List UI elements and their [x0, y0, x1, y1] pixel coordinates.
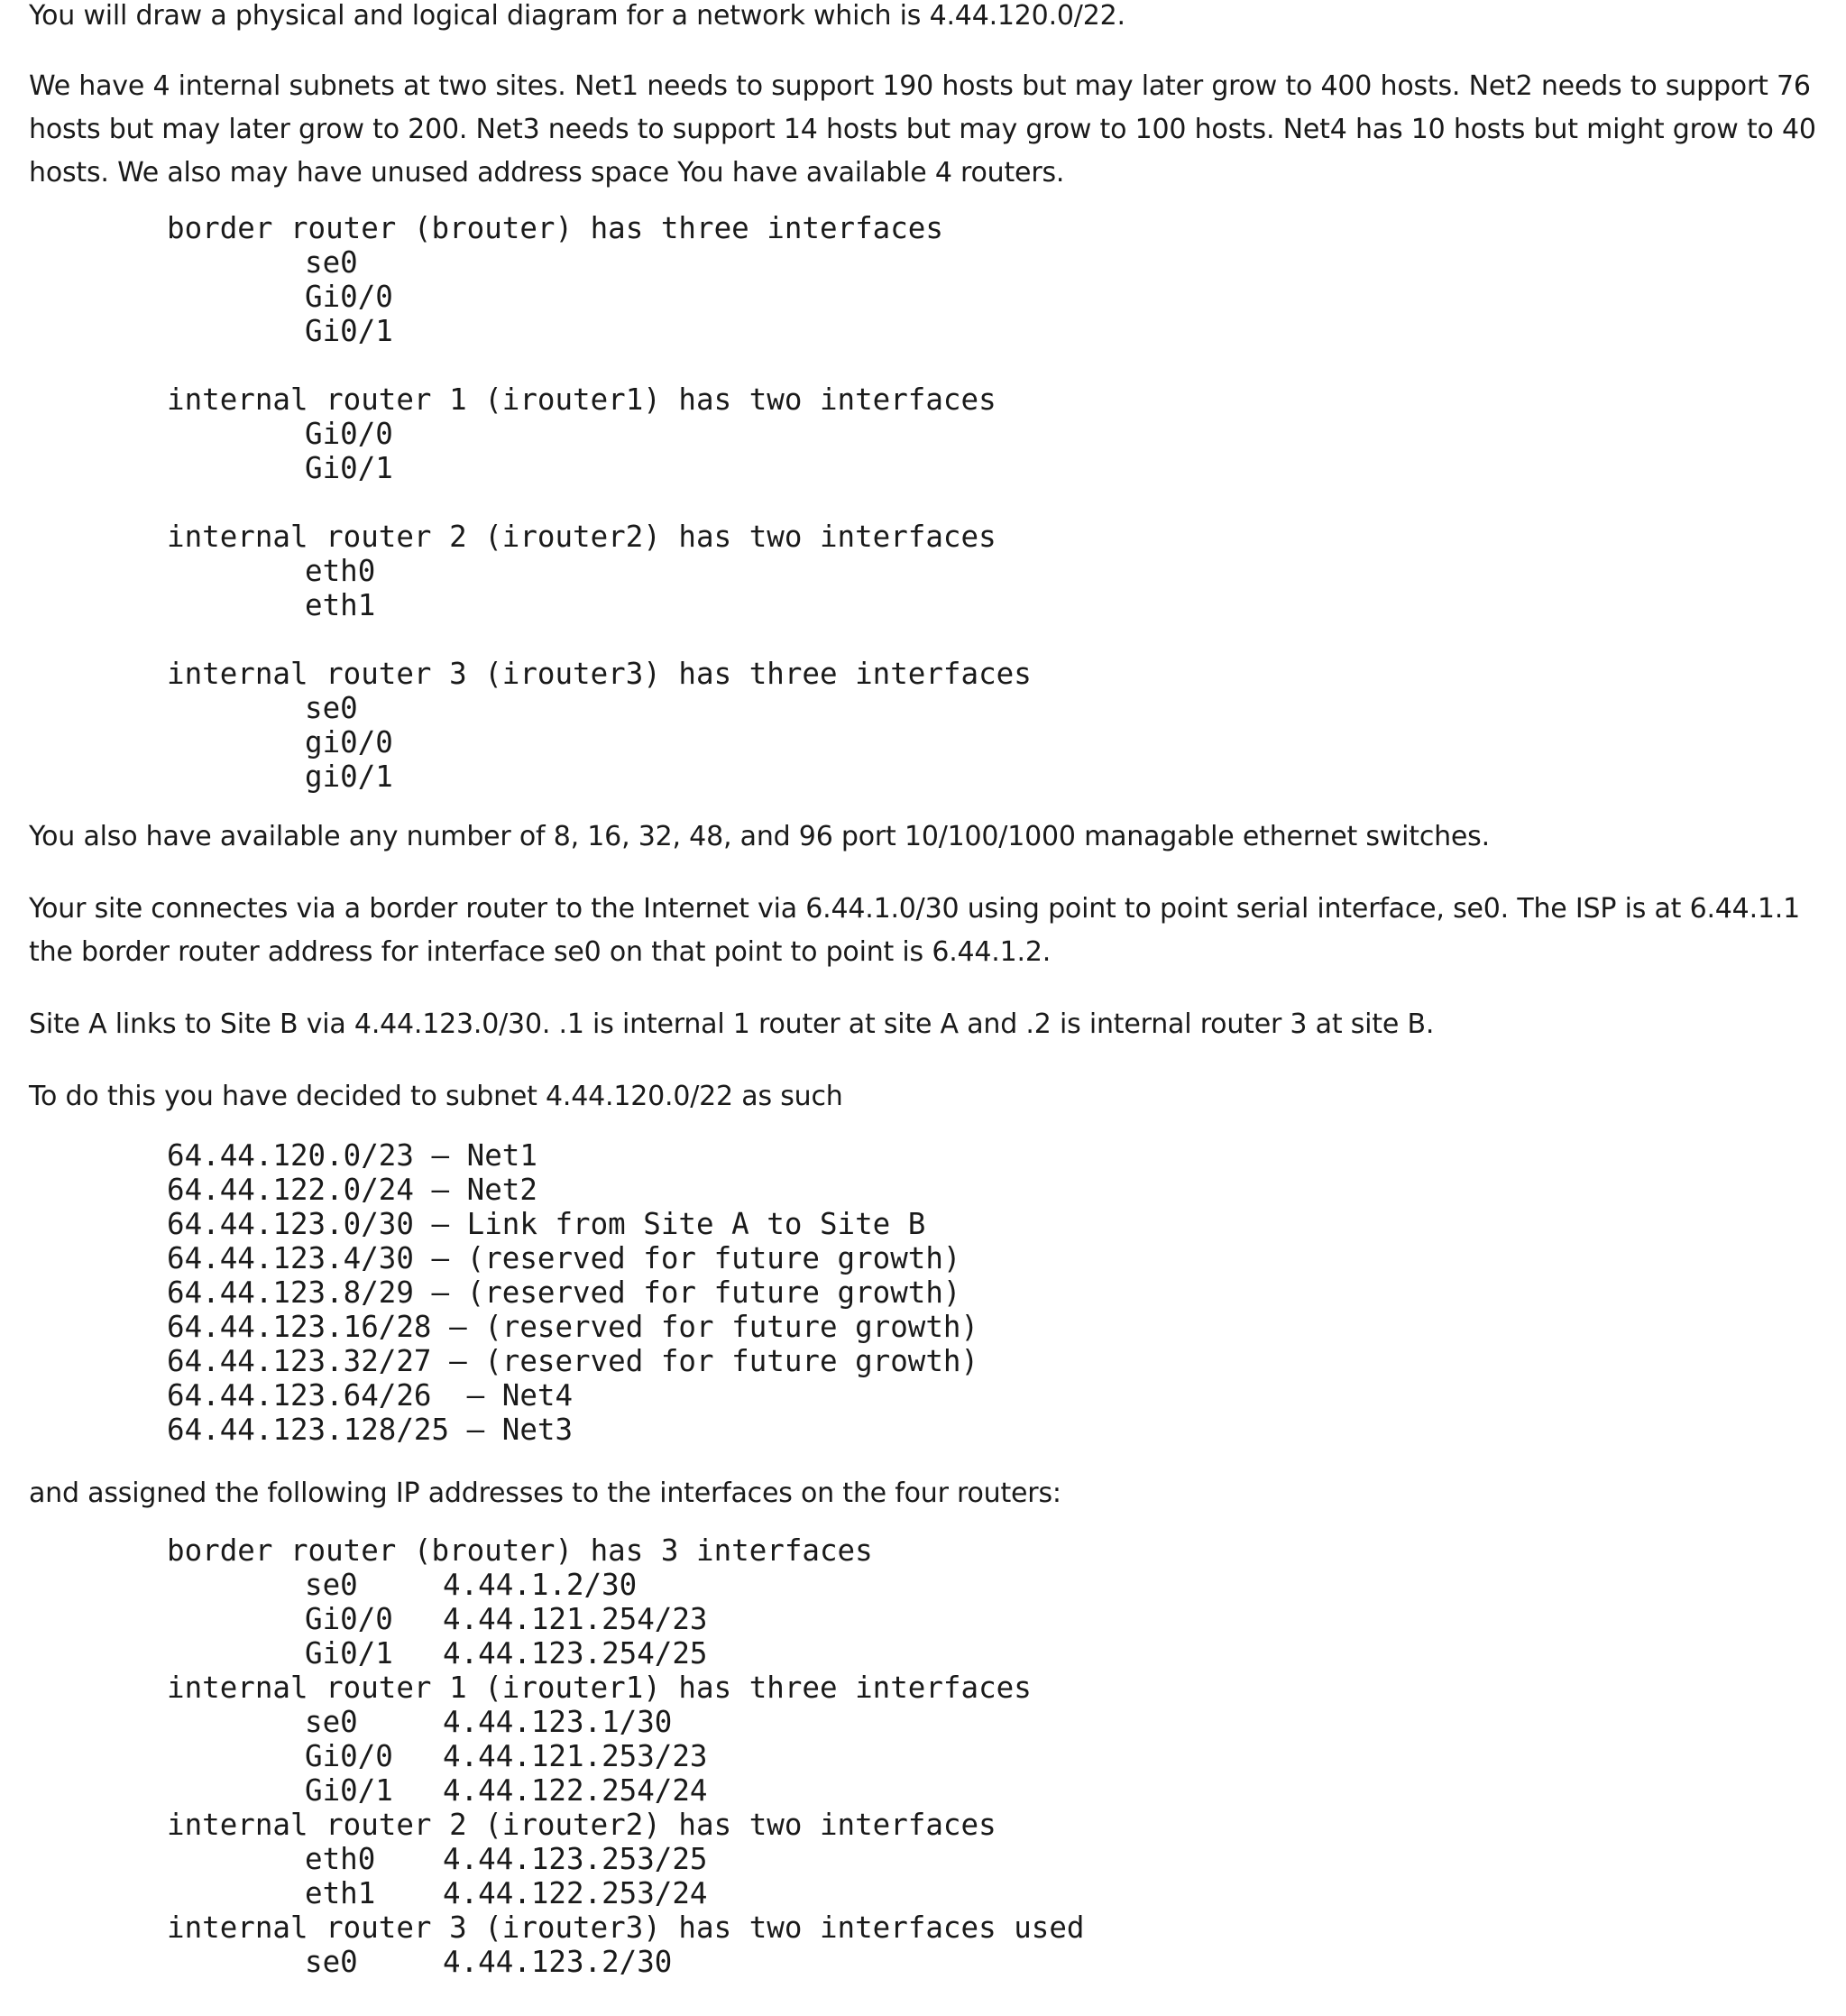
subnet-line: 64.44.123.128/25 – Net3 — [167, 1413, 574, 1447]
interface-name: se0 — [305, 1945, 358, 1979]
subnet-line: 64.44.123.0/30 – Link from Site A to Site B — [167, 1207, 926, 1241]
subnet-line: 64.44.123.32/27 – (reserved for future growth) — [167, 1344, 979, 1378]
interface-assignment — [167, 1636, 1823, 1671]
router-title: border router (brouter) has 3 interfaces — [167, 1533, 873, 1568]
interface-address: 4.44.121.253/23 — [443, 1739, 708, 1773]
switches-paragraph: You also have available any number of 8, 16, 32, 48, and 96 port 10/100/1000 managable ethernet switches. — [29, 821, 1490, 852]
interface-address: 4.44.123.2/30 — [443, 1945, 673, 1979]
interface-assignment — [167, 1773, 1823, 1808]
intro-paragraph: You will draw a physical and logical diagram for a network which is 4.44.120.0/22. — [29, 0, 1125, 32]
subnet-line: 64.44.120.0/23 – Net1 — [167, 1138, 537, 1173]
interface-address: 4.44.1.2/30 — [443, 1568, 638, 1602]
interface-assignment — [167, 1568, 1823, 1602]
interface-assignment — [167, 1602, 1823, 1636]
document — [29, 0, 1823, 1979]
router-title: internal router 3 (irouter3) has two interfaces used — [167, 1910, 1085, 1945]
router-title: border router (brouter) has three interfaces — [167, 211, 943, 245]
subnet-line: 64.44.123.4/30 – (reserved for future growth) — [167, 1241, 961, 1275]
interface-name: gi0/1 — [305, 759, 393, 794]
assign-intro-paragraph: and assigned the following IP addresses to the interfaces on the four routers: — [29, 1477, 1061, 1509]
subnet-plan-block — [29, 1138, 1823, 1447]
router-title: internal router 1 (irouter1) has two interfaces — [167, 382, 996, 417]
subnet-line: 64.44.123.64/26 – Net4 — [167, 1378, 574, 1413]
interface-name: se0 — [305, 1705, 358, 1739]
subnet-line: 64.44.122.0/24 – Net2 — [167, 1173, 537, 1207]
router-title: internal router 3 (irouter3) has three interfaces — [167, 657, 1032, 691]
isp-paragraph: Your site connectes via a border router to the Internet via 6.44.1.0/30 using point to point serial interface, se0. The ISP is at 6.44.1.1 the border router address for interface se0 on that point to point is 6.44.1.2. — [29, 893, 1801, 968]
interface-assignment — [167, 1876, 1823, 1910]
subnet-line: 64.44.123.8/29 – (reserved for future growth) — [167, 1275, 961, 1310]
router-title: internal router 1 (irouter1) has three interfaces — [167, 1671, 1032, 1705]
interface-name: gi0/0 — [305, 725, 393, 759]
interface-name: se0 — [305, 691, 358, 725]
interface-name: Gi0/1 — [305, 1773, 393, 1808]
interface-name: Gi0/1 — [305, 451, 393, 485]
interface-name: se0 — [305, 245, 358, 280]
interface-address: 4.44.123.1/30 — [443, 1705, 673, 1739]
interface-address: 4.44.123.254/25 — [443, 1636, 708, 1671]
interface-address: 4.44.121.254/23 — [443, 1602, 708, 1636]
interface-name: Gi0/1 — [305, 1636, 393, 1671]
interface-assignment — [167, 1705, 1823, 1739]
assignment-block — [29, 1533, 1823, 1979]
subnet-line: 64.44.123.16/28 – (reserved for future growth) — [167, 1310, 979, 1344]
requirements-paragraph: We have 4 internal subnets at two sites. Net1 needs to support 190 hosts but may later grow to 400 hosts. Net2 needs to support 76 hosts but may later grow to 200. Net3 needs to support 14 hosts but may grow to 100 hosts. Net4 has 10 hosts but might grow to 40 hosts. We also may have unused address space You have available 4 routers. — [29, 70, 1816, 189]
interface-name: eth0 — [305, 1842, 376, 1876]
interface-name: Gi0/0 — [305, 280, 393, 314]
interface-name: Gi0/0 — [305, 1602, 393, 1636]
interface-address: 4.44.122.254/24 — [443, 1773, 708, 1808]
interface-assignment — [167, 1945, 1823, 1979]
interface-name: eth1 — [305, 1876, 376, 1910]
interface-assignment — [167, 1842, 1823, 1876]
site-link-paragraph: Site A links to Site B via 4.44.123.0/30. .1 is internal 1 router at site A and .2 is internal router 3 at site B. — [29, 1008, 1435, 1040]
subnet-intro-paragraph: To do this you have decided to subnet 4.44.120.0/22 as such — [29, 1081, 843, 1112]
router-title: internal router 2 (irouter2) has two interfaces — [167, 520, 996, 554]
interface-name: Gi0/0 — [305, 417, 393, 451]
interface-name: eth0 — [305, 554, 376, 588]
interface-assignment — [167, 1739, 1823, 1773]
interface-name: eth1 — [305, 588, 376, 622]
interface-name: Gi0/0 — [305, 1739, 393, 1773]
router-title: internal router 2 (irouter2) has two interfaces — [167, 1808, 996, 1842]
interface-name: se0 — [305, 1568, 358, 1602]
interface-address: 4.44.123.253/25 — [443, 1842, 708, 1876]
interface-name: Gi0/1 — [305, 314, 393, 348]
routers-available-block — [29, 211, 1823, 794]
interface-address: 4.44.122.253/24 — [443, 1876, 708, 1910]
